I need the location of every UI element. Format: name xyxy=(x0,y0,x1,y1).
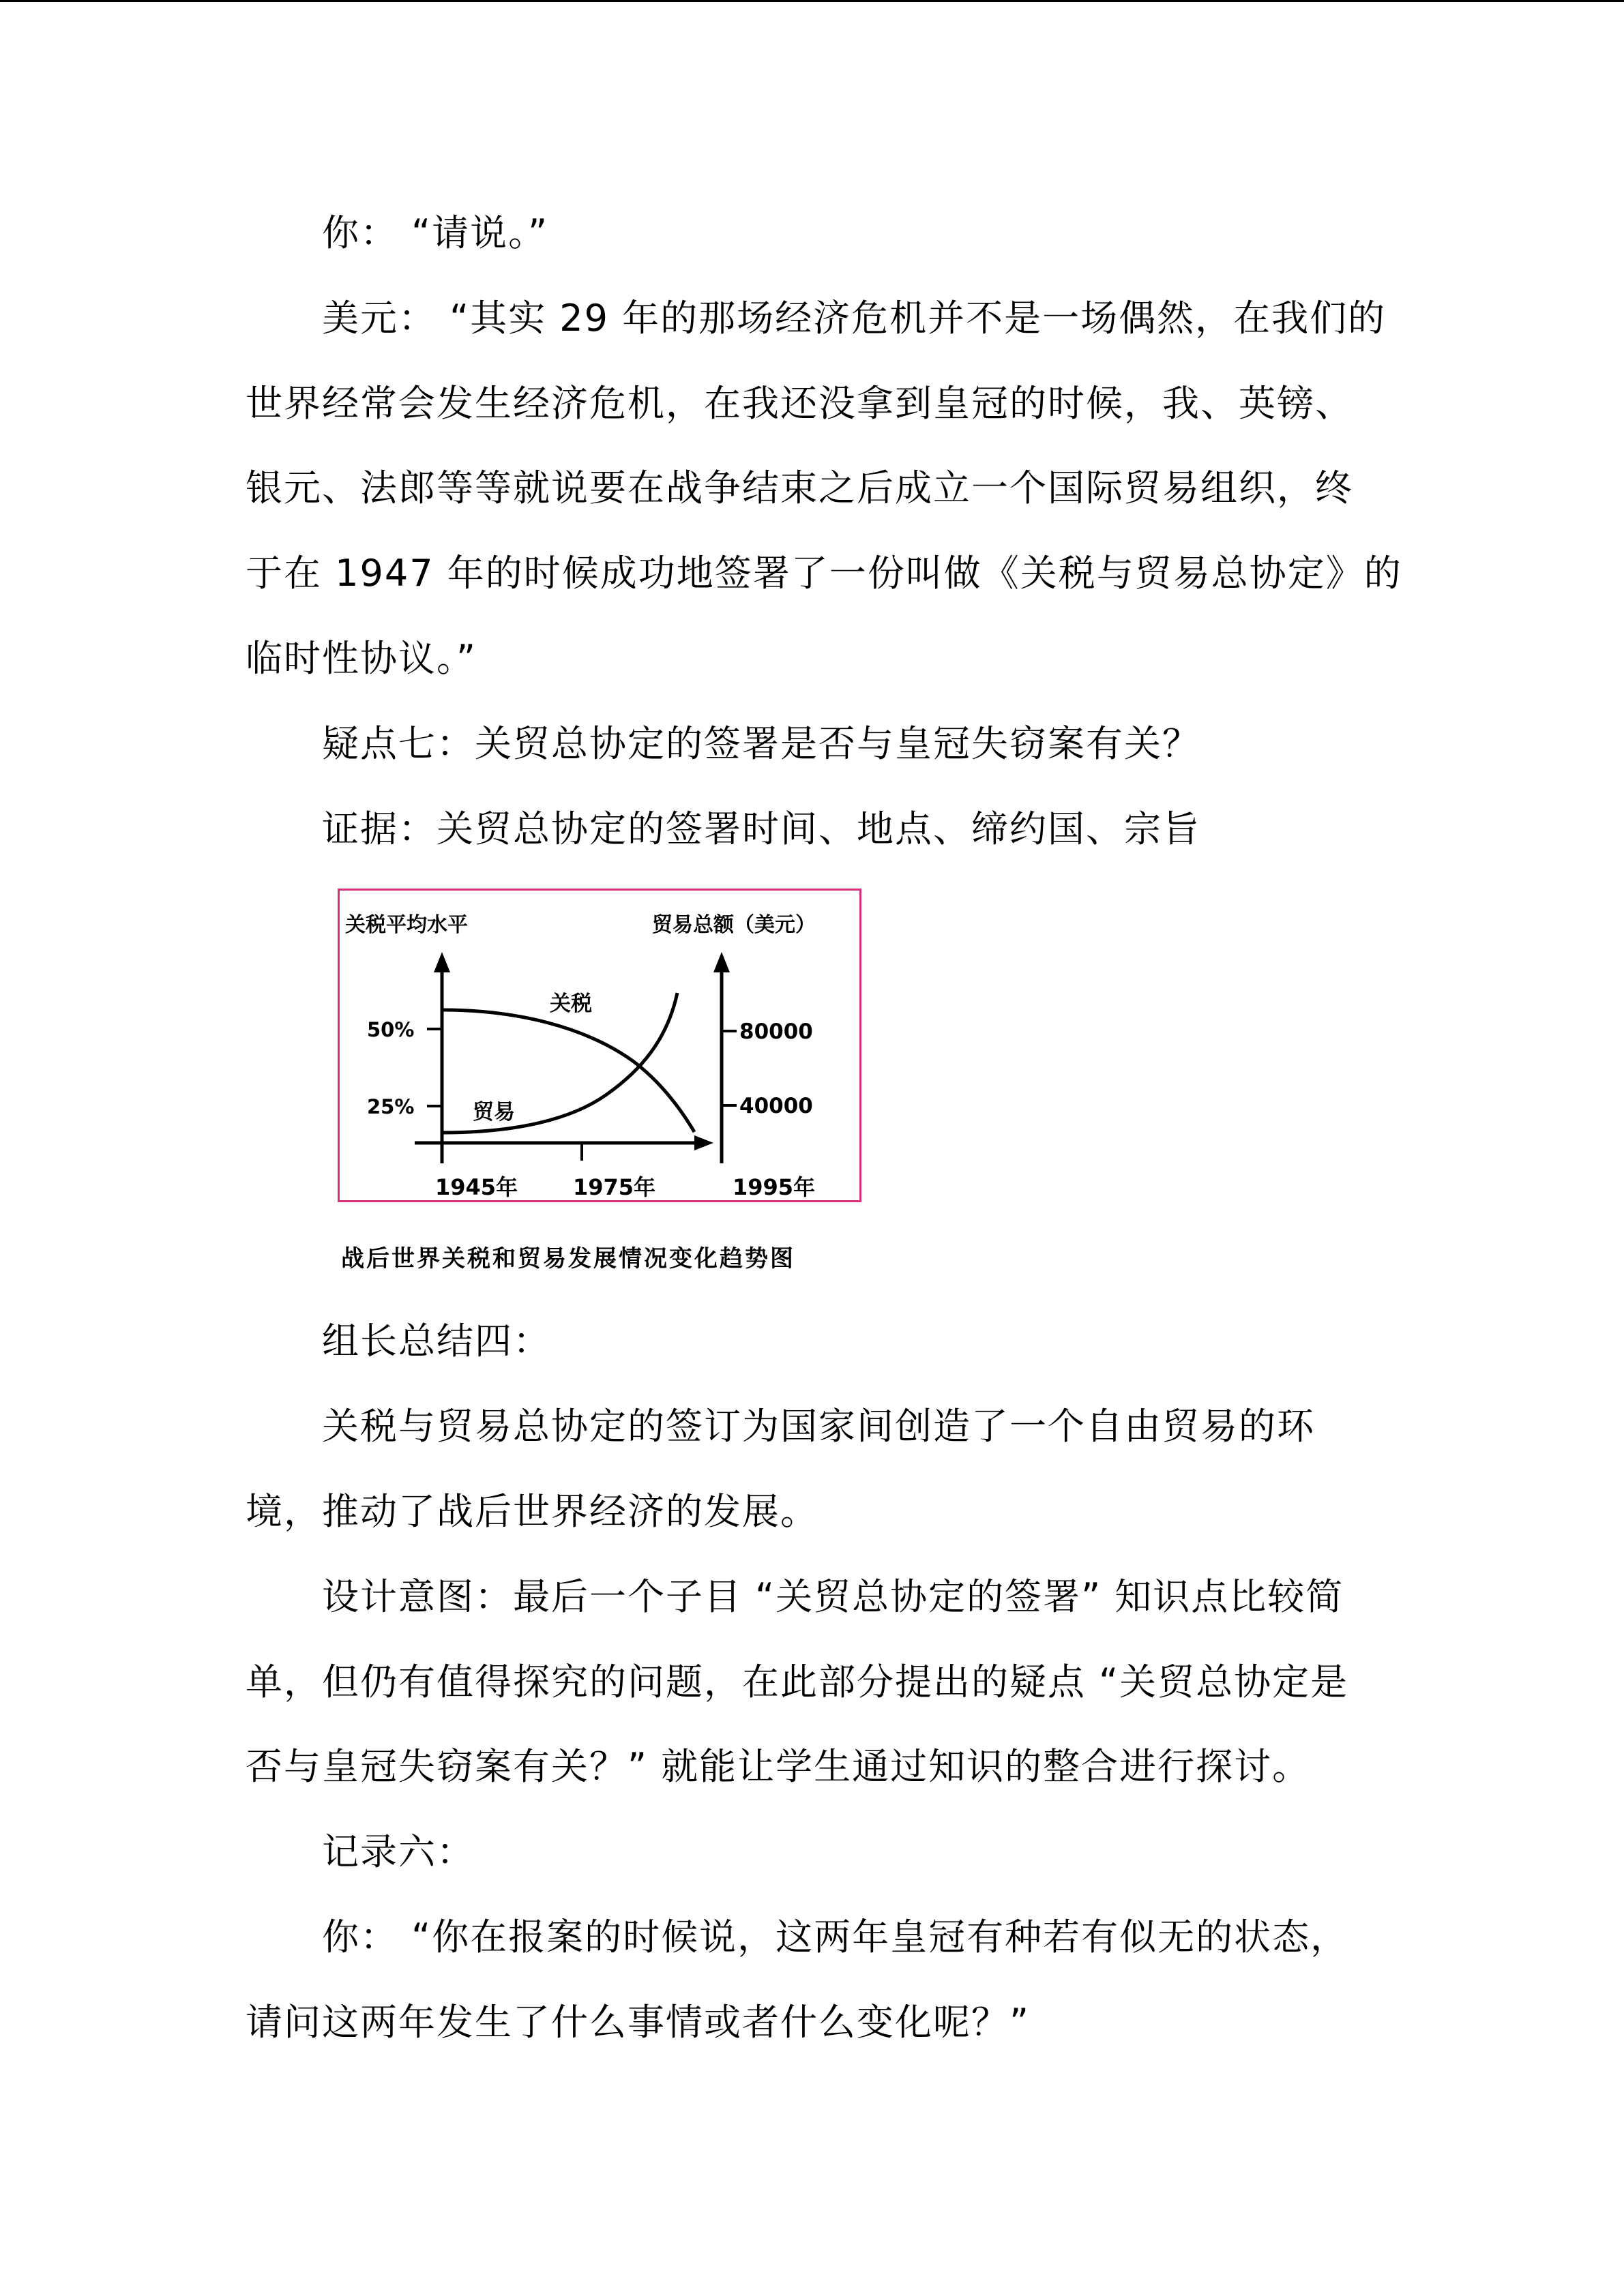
paragraph-line: 否与皇冠失窃案有关？” 就能让学生通过知识的整合进行探讨。 xyxy=(246,1745,1311,1788)
paragraph-line: 设计意图：最后一个子目 “关贸总协定的签署” 知识点比较简 xyxy=(322,1575,1344,1618)
paragraph-line: 关税与贸易总协定的签订为国家间创造了一个自由贸易的环 xyxy=(322,1405,1315,1448)
left-axis-title: 关税平均水平 xyxy=(345,913,468,937)
right-tick-label: 80000 xyxy=(739,1019,813,1044)
page-top-border xyxy=(0,0,1624,2)
trade-curve-label: 贸易 xyxy=(473,1100,515,1124)
paragraph-line: 银元、法郎等等就说要在战争结束之后成立一个国际贸易组织，终 xyxy=(246,466,1353,509)
paragraph-line: 美元： “其实 29 年的那场经济危机并不是一场偶然，在我们的 xyxy=(322,297,1387,340)
right-axis-arrow xyxy=(713,952,730,972)
dialogue-line: 请问这两年发生了什么事情或者什么变化呢？” xyxy=(246,2001,1030,2044)
paragraph-line: 世界经常会发生经济危机，在我还没拿到皇冠的时候，我、英镑、 xyxy=(246,382,1353,425)
left-tick-label: 25% xyxy=(367,1095,415,1118)
trend-chart xyxy=(340,891,859,1200)
x-tick-label: 1975年 xyxy=(573,1174,656,1200)
trend-figure xyxy=(338,889,861,1202)
right-axis-title: 贸易总额（美元） xyxy=(652,913,816,937)
right-tick-label: 40000 xyxy=(739,1094,813,1118)
dialogue-line: 你： “请说。” xyxy=(322,211,549,254)
question-heading: 疑点七：关贸总协定的签署是否与皇冠失窃案有关？ xyxy=(322,722,1200,765)
figure-caption: 战后世界关税和贸易发展情况变化趋势图 xyxy=(341,1245,795,1272)
dialogue-line: 你： “你在报案的时候说，这两年皇冠有种若有似无的状态， xyxy=(322,1915,1349,1958)
left-tick-label: 50% xyxy=(367,1018,415,1041)
paragraph-line: 临时性协议。” xyxy=(246,637,477,680)
paragraph-line: 境，推动了战后世界经济的发展。 xyxy=(246,1490,818,1533)
summary-heading: 组长总结四： xyxy=(322,1320,551,1362)
tariff-curve-label: 关税 xyxy=(550,992,592,1016)
x-axis-arrow xyxy=(694,1135,713,1150)
paragraph-line: 于在 1947 年的时候成功地签署了一份叫做《关税与贸易总协定》的 xyxy=(246,552,1402,595)
record-heading: 记录六： xyxy=(322,1830,475,1873)
evidence-line: 证据：关贸总协定的签署时间、地点、缔约国、宗旨 xyxy=(322,807,1200,850)
x-tick-label: 1995年 xyxy=(733,1174,816,1200)
x-tick-label: 1945年 xyxy=(435,1174,518,1200)
left-axis-arrow xyxy=(434,952,450,972)
paragraph-line: 单，但仍有值得探究的问题，在此部分提出的疑点 “关贸总协定是 xyxy=(246,1660,1349,1703)
